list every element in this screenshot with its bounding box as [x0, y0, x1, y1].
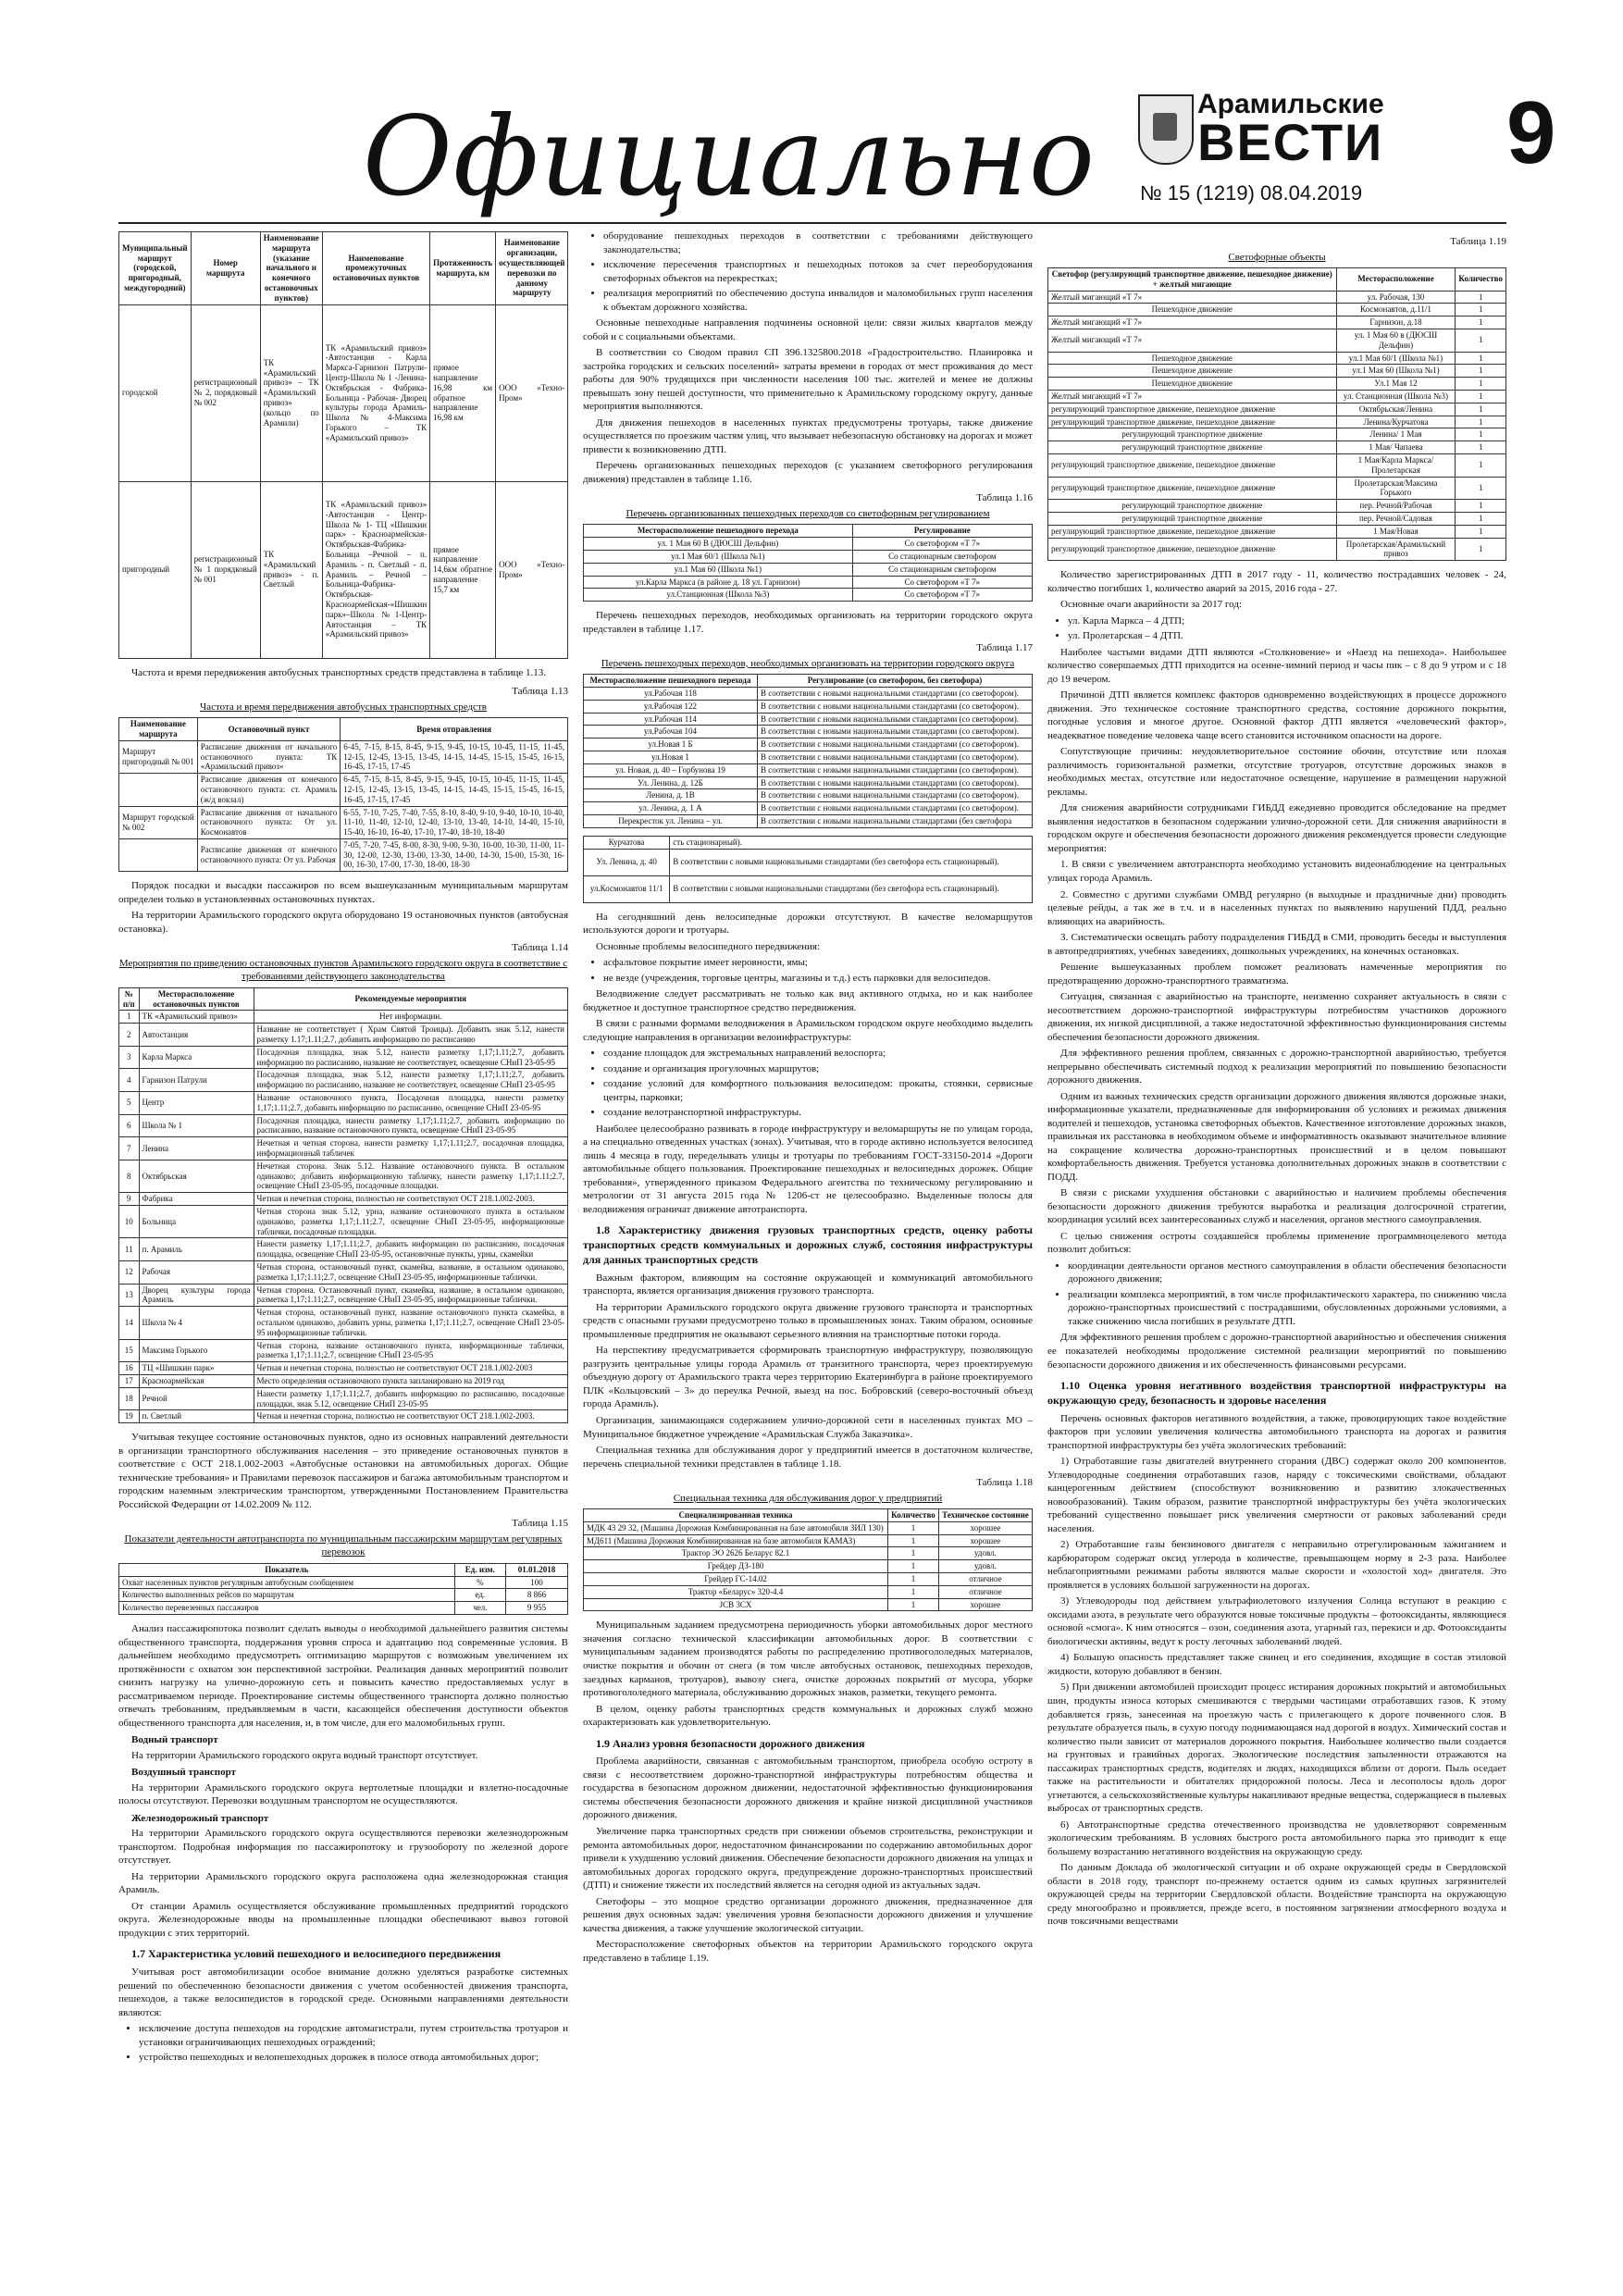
- table-row: регулирующий транспортное движение, пешеходное движение Пролетарская/Максима Горького 1: [1048, 477, 1506, 500]
- paragraph: По данным Доклада об экологической ситуации и об охране окружающей среды в Свердловской области в 2018 году, транспорт по-прежнему остается одним из самых крупных загрязнителей окружающей среды на территории Свердловской области. Воздействие транспорта на окружающую среду многообразно и проявляется, прежде всего, в постоянном загрязнении атмосферного воздуха и почв токсичными веществами: [1047, 1862, 1506, 1928]
- table-row: Ул. Ленина, д. 12Б В соответствии с новыми национальными стандартами (со светофором).: [584, 776, 1033, 789]
- table-row: ул.Рабочая 114 В соответствии с новыми национальными стандартами (со светофором).: [584, 713, 1033, 726]
- table-title: Перечень пешеходных переходов, необходимых организовать на территории городского округа: [601, 657, 1015, 669]
- table-row: Курчатова сть стационарный).: [584, 836, 1033, 849]
- list-item: • создание велотранспортной инфраструктуры.: [603, 1106, 1033, 1120]
- table-row: 7 Ленина Нечетная и четная сторона, нанести разметку 1,17;1.11;2.7, посадочная площадка, информационный табличек: [119, 1137, 568, 1160]
- paragraph: Учитывая рост автомобилизации особое внимание должно уделяться разработке системных решений по обеспеченною безопасности движения с учетом особенностей движения транспорта, пешеходов, а также велосипедистов в городской среде. Основными направлениями деятельности являются:: [118, 1967, 568, 2018]
- table-row: 5 Центр Название остановочного пункта, Посадочная площадка, нанести разметку 1,17;1.11;2.7, добавить информацию по расписанию, освещение СНиП 23-05-95: [119, 1092, 568, 1115]
- paragraph: Одним из важных технических средств организации дорожного движения являются дорожные знаки, информационные указатели, предназначенные для информирования об условиях и режимах движения водителей и пешеходов, установка светофорных объектов. Качественное изготовление дорожных знаков, правильная их расстановка в необходимом объеме и информативность оказывают значительное влияние на сокращение количества дорожно-транспортных происшествий и в целом повышают комфортабельность движения. Требуется установка дополнительных дорожных знаков в соответствии с ПОДД.: [1047, 1090, 1506, 1183]
- table-row: Перекресток ул. Ленина – ул. В соответствии с новыми национальными стандартами (без светофора: [584, 814, 1033, 827]
- list-item: • ул. Карла Маркса – 4 ДТП;: [1068, 614, 1506, 628]
- table-header: Светофор (регулирующий транспортное движение, пешеходное движение) + желтый мигающие Месторасположение Количество: [1048, 268, 1506, 292]
- section-heading: 1.10 Оценка уровня негативного воздействия транспортной инфраструктуры на окружающую среду, безопасность и здоровье населения: [1047, 1379, 1506, 1407]
- paragraph: Увеличение парка транспортных средств при снижении объемов строительства, реконструкции и ремонта автомобильных дорог, недостаточном финансировании по содержанию автомобильных дорог привели к ухудшению условий движения. Обеспечение безопасности дорожного движения на улицах и автомобильных дорогах городского округа, предупреждение дорожно-транспортных происшествий (ДТП) и снижение тяжести их последствий является на сегодня одной из актуальных задач.: [583, 1825, 1033, 1892]
- planned-crossings-table: [583, 674, 1033, 828]
- paragraph: В связи с разными формами велодвижения в Арамильском городском округе необходимо выделить следующие направления в организации велоинфраструктуры:: [583, 1018, 1033, 1043]
- table-title: Частота и время передвижения автобусных транспортных средств: [200, 701, 487, 713]
- paragraph: 1) Отработавшие газы двигателей внутреннего сгорания (ДВС) содержат около 200 компонентов. Углеводородные соединения отработавших газов, наряду с токсическими свойствами, обладают канцерогенным действием (способствуют возникновению и развитию злокачественных новообразований). Таким образом, развитие транспортной инфраструктуры без учёта экологических требований существенно повышает риск увеличения смертности от раковых заболеваний среди населения.: [1047, 1456, 1506, 1534]
- bullet-list: [1047, 1260, 1506, 1329]
- table-row: ул.Рабочая 118 В соответствии с новыми национальными стандартами (со светофором).: [584, 687, 1033, 700]
- paragraph: Основные пешеходные направления подчинены основной цели: связи жилых кварталов между собой и с социальными объектами.: [583, 317, 1033, 342]
- list-item: • координации деятельности органов местного самоуправления в области обеспечения безопасности дорожного движения;: [1068, 1260, 1506, 1286]
- planned-crossings-table-continued: [583, 836, 1033, 903]
- table-caption: Таблица 1.16: [976, 492, 1033, 504]
- section-heading: 1.8 Характеристику движения грузовых транспортных средств, оценку работы транспортных средств коммунальных и дорожных служб, состояния инфраструктуры для данных транспортных средств: [583, 1223, 1033, 1266]
- performance-table: [118, 1563, 568, 1615]
- paragraph: На территории Арамильского городского округа водный транспорт отсутствует.: [131, 1749, 478, 1761]
- table-row: регулирующий транспортное движение пер. Речной/Рабочая 1: [1048, 500, 1506, 513]
- paragraph: На территории Арамильского городского округа вертолетные площадки и взлетно-посадочные полосы отсутствуют. Перевозки воздушным транспортом не осуществляются.: [118, 1781, 568, 1807]
- table-row: ул.1 Мая 60/1 (Школа №1) Со стационарным светофором: [584, 550, 1033, 563]
- table-row: регулирующий транспортное движение 1 Мая/ Чапаева 1: [1048, 441, 1506, 454]
- table-row: 14 Школа № 4 Четная сторона, остановочный пункт, название остановочного пункта скамейка, в остальном одинаково, добавить урны, разметка 1,17;1.11;2.7, освещение СНиП 23-05-95 информационные таблички.: [119, 1307, 568, 1339]
- table-row: Пешеходное движение Ул.1 Мая 12 1: [1048, 378, 1506, 391]
- paragraph: Велодвижение следует рассматривать не только как вид активного отдыха, но и как наиболее бюджетное и доступное транспортное средство передвижения.: [583, 988, 1033, 1013]
- table-header: Муниципальный маршрут (городской, пригородный, междугородний) Номер маршрута Наименование маршрута (указание начального и конечного остановочных пунктов) Наименование промежуточных остановочных пунктов Протяженность маршрута, км Наименование организации, осуществляющей перевозки по данному маршруту: [119, 232, 569, 305]
- table-row: Охват населенных пунктов регулярным автобусным сообщением % 100: [119, 1576, 568, 1589]
- table-row: Желтый мигающий «Т 7» ул. 1 Мая 60 в (ДЮСШ Дельфин) 1: [1048, 329, 1506, 353]
- table-row: ул.1 Мая 60 (Школа №1) Со стационарным светофором: [584, 563, 1033, 576]
- paragraph: Сопутствующие причины: неудовлетворительное состояние обочин, отсутствие или плохая различимость горизонтальной разметки, отсутствие тротуаров, отсутствие дорожных знаков в необходимых местах, отсутствие или недостаточное освещение, нарушение в размещении наружной рекламы.: [1047, 746, 1506, 798]
- logo-line1: Арамильские: [1197, 89, 1384, 119]
- paragraph: Основные проблемы велосипедного передвижения:: [596, 940, 821, 952]
- list-item: • оборудование пешеходных переходов в соответствии с требованиями действующего законодательства;: [603, 230, 1033, 256]
- table-row: Пешеходное движение ул.1 Мая 60/1 (Школа №1) 1: [1048, 352, 1506, 365]
- page-number: 9: [1506, 83, 1556, 182]
- table-row: МДК 43 29 32, (Машина Дорожная Комбинированная на базе автомобиля ЗИЛ 130) 1 хорошее: [584, 1521, 1033, 1534]
- table-header: № п/п Месторасположение остановочных пунктов Рекомендуемые мероприятия: [119, 987, 568, 1011]
- paragraph: Светофоры – это мощное средство организации дорожного движения, предназначенное для решения двух основных задач: увеличения уровня безопасности дорожного движения и улучшение качества движения, а также улучшение экологической ситуации.: [583, 1895, 1033, 1934]
- table-row: ул.Рабочая 122 В соответствии с новыми национальными стандартами (со светофором).: [584, 700, 1033, 713]
- list-item: • создание условий для комфортного пользования велосипедом: прокаты, стоянки, сервисные центры, парковки;: [603, 1077, 1033, 1104]
- table-row: 12 Рабочая Четная сторона, остановочный пункт, скамейка, название, в остальном одинаково, разметка 1,17;1.11;2.7, освещение СНиП 23-05-95, информационные таблички.: [119, 1261, 568, 1285]
- bullet-list: [583, 230, 1033, 314]
- paragraph: Перечень организованных пешеходных переходов (с указанием светофорного регулирования движения) представлен в таблице 1.16.: [583, 460, 1033, 485]
- list-item: • создание площадок для экстремальных направлений велоспорта;: [603, 1047, 1033, 1061]
- table-row: ул. Новая, д. 40 – Горбунова 19 В соответствии с новыми национальными стандартами (со светофором).: [584, 763, 1033, 776]
- paragraph: Ситуация, связанная с аварийностью на транспорте, неизменно сохраняет актуальность в связи с несоответствием дорожно-транспортной инфраструктуры потребностям участников дорожного движения, их низкой дисциплиной, а также недостаточной эффективностью функционирования системы обеспечения безопасности дорожного движения.: [1047, 991, 1506, 1043]
- list-item: • создание и организация прогулочных маршрутов;: [603, 1062, 1033, 1076]
- paragraph: 2. Совместно с другими службами ОМВД регулярно (в выходные и праздничные дни) проводить целевые рейды, а так же в т.ч. и в населенных пунктах по выявлению нарушений ПДД, реально влияющих на аварийность.: [1047, 888, 1506, 927]
- paragraph: 3) Углеводороды под действием ультрафиолетового излучения Солнца вступают в реакцию с оксидами азота, в результате чего образуются новые токсичные продукты – фотооксиданты, являющиеся основой «смога». К ним относятся – озон, соединения азота, угарный газ, перекиси и др. Фотооксиданты биологически активны, ведут к росту легочных заболеваний людей.: [1047, 1595, 1506, 1647]
- paragraph: В связи с рисками ухудшения обстановки с аварийностью и наличием проблемы обеспечения безопасности дорожного движения требуются выработка и реализация долгосрочной стратегии, координация усилий всех заинтересованных служб и населения, органов местного самоуправления.: [1047, 1187, 1506, 1226]
- bullet-list: [118, 2022, 568, 2065]
- paragraph: Частота и время передвижения автобусных транспортных средств представлена в таблице 1.13.: [131, 666, 547, 678]
- issue-info: № 15 (1219) 08.04.2019: [1140, 181, 1363, 205]
- table-row: Ленина, д. 1В В соответствии с новыми национальными стандартами (со светофором).: [584, 789, 1033, 802]
- paragraph: Для движения пешеходов в населенных пунктах предусмотрены тротуары, также движение осуществляется по проезжим частям улиц, что вызывает небезопасную обстановку на дорогах и может привести к возникновению ДТП.: [583, 416, 1033, 455]
- paragraph: Перечень основных факторов негативного воздействия, а также, провоцирующих такое воздействие факторов при условии увеличения количества автомобильного транспорта на дорогах и развития транспортной инфраструктуры без учёта экологических требований:: [1047, 1412, 1506, 1451]
- paragraph: Для эффективного решения проблем с дорожно-транспортной аварийностью и обеспечения снижения ее показателей необходимы продолжение системной реализации мероприятий по повышению безопасности дорожного движения и их обеспеченность финансовыми ресурсами.: [1047, 1332, 1506, 1371]
- table-row: 1 ТК «Арамильский привоз» Нет информации.: [119, 1011, 568, 1024]
- list-item: • устройство пешеходных и велопешеходных дорожек в полосе отвода автомобильных дорог;: [139, 2051, 568, 2065]
- table-title: Показатели деятельности автотранспорта по муниципальным пассажирским маршрутам регулярных перевозок: [124, 1533, 563, 1558]
- table-row: 13 Дворец культуры города Арамиль Четная сторона. Остановочный пункт, скамейка, название, в остальном одинаково, разметка 1,17;1.11;2.7, освещение СНиП 23-05-95, информационные таблички.: [119, 1284, 568, 1307]
- list-item: • ул. Пролетарская – 4 ДТП.: [1068, 629, 1506, 643]
- table-caption: Таблица 1.14: [512, 942, 568, 954]
- paragraph: От станции Арамиль осуществляется обслуживание промышленных предприятий городского округа. Железнодорожные вводы на промышленные площадки обеспечивают вывоз готовой продукции с этих территорий.: [118, 1900, 568, 1939]
- table-row: Пешеходное движение ул.1 Мая 60 (Школа №1) 1: [1048, 365, 1506, 378]
- table-row: ул.Рабочая 104 В соответствии с новыми национальными стандартами (со светофором).: [584, 726, 1033, 738]
- paragraph: 2) Отработавшие газы бензинового двигателя с неправильно отрегулированным зажиганием и карбюратором содержат оксид углерода в количестве, превышающем норму в 2-3 раза. Наиболее неблагоприятными режимами работы являются малые скорости и «холостой ход» двигателя. Это проявляется в условиях большой загруженности на дорогах.: [1047, 1539, 1506, 1591]
- table-header: Наименование маршрута Остановочный пункт Время отправления: [119, 718, 568, 741]
- table-row: Количество выполненных рейсов по маршрутам ед. 8 866: [119, 1589, 568, 1602]
- table-row: 4 Гарнизон Патрули Посадочная площадка, знак 5.12, нанести разметку 1,17;1.11;2.7, добавить информацию по расписанию, название не соответствует, освещение СНиП 23-05-95: [119, 1069, 568, 1092]
- table-row: Желтый мигающий «Т 7» ул. Рабочая, 130 1: [1048, 291, 1506, 304]
- table-title: Светофорные объекты: [1228, 251, 1326, 263]
- paragraph: Порядок посадки и высадки пассажиров по всем вышеуказанным муниципальным маршрутам определен только в установленных остановочных пунктах.: [118, 880, 568, 905]
- table-row: Расписание движения от конечного остановочного пункта: ст. Арамиль (ж/д вокзал) 6-45, 7-15, 8-15, 8-45, 9-15, 9-45, 10-15, 10-45, 11-15, 11-45, 12-15, 12-45, 13-15, 13-45, 14-15, 14-45, 15-15, 15-45, 16-15, 16-45, 17-15, 17-45: [119, 774, 568, 806]
- table-row: ул. Ленина, д. 1 А В соответствии с новыми национальными стандартами (со светофором).: [584, 802, 1033, 815]
- table-row: Количество перевезенных пассажиров чел. 9 955: [119, 1602, 568, 1615]
- schedule-table: [118, 717, 568, 872]
- table-row: ул.Станционная (Школа №3) Со светофором «Т 7»: [584, 589, 1033, 602]
- table-row: 10 Больница Четная сторона знак 5.12, урна, название остановочного пункта в остальном одинаково, разметка 1,17;1.11;2.7, освещение СНиП 23-05-95, информационные таблички, посадочные площадки.: [119, 1206, 568, 1238]
- coat-of-arms-icon: [1138, 94, 1194, 165]
- table-row: 9 Фабрика Четная и нечетная сторона, полностью не соответствуют ОСТ 218.1.002-2003.: [119, 1193, 568, 1206]
- table-caption: Таблица 1.17: [976, 642, 1033, 654]
- paragraph: На территории Арамильского городского округа оборудовано 19 остановочных пунктов (автобусная остановка).: [118, 910, 568, 935]
- paragraph: Наиболее целесообразно развивать в городе инфраструктуру и веломаршруты не по улицам города, а на специально отведенных участках (зонах). Учитывая, что в городе активно используется велосипед лишь 4 месяца в году, переделывать улицы и тротуары по требованиям ГОСТ-33150-2014 «Дороги автомобильные общего пользования. Проектирование пешеходных и велосипедных дорожек. Общие требования», утвержденного приказом Федерального агентства по техническому регулированию и метрологии от 31 августа 2015 года № 1206-ст не целесообразно. Выделенные полосы для велодвижения ограничат движение автотранспорта.: [583, 1123, 1033, 1215]
- section-heading: 1.9 Анализ уровня безопасности дорожного движения: [596, 1736, 865, 1750]
- table-row: Маршрут пригородный № 001 Расписание движения от начального остановочного пункта: ТК «Арамильский привоз» 6-45, 7-15, 8-15, 8-45, 9-15, 9-45, 10-15, 10-45, 11-15, 11-45, 12-15, 12-45, 13-15, 13-45, 14-15, 14-45, 15-15, 15-45, 16-15, 16-45, 17-15, 17-45: [119, 740, 568, 773]
- table-row: Трактор «Беларус» 320-4.4 1 отличное: [584, 1585, 1033, 1598]
- table-row: регулирующий транспортное движение пер. Речной/Садовая 1: [1048, 512, 1506, 525]
- paragraph: 6) Автотранспортные средства отечественного производства не удовлетворяют современным экологическим требованиям. В условиях быстрого роста автомобильного парка это приводит к еще большему возрастанию негативного воздействия на окружающую среду.: [1047, 1818, 1506, 1857]
- table-caption: Таблица 1.19: [1450, 236, 1506, 247]
- paragraph: В соответствии со Сводом правил СП 396.1325800.2018 «Градостроительство. Планировка и застройка городских и сельских поселений» затраты времени в городах от мест проживания до мест работы для 90% трудящихся при численности населения 100 тыс. жителей и менее не должны превышать зону пешей доступности, что применительно к Арамильскому городскому округу, данные мероприятия выполняются.: [583, 347, 1033, 413]
- paragraph: На территории Арамильского городского округа движение грузового транспорта и транспортных средств с опасными грузами предусмотрено только в промышленных зонах. Таким образом, основные промышленные предприятия не оказывают серьезного влияния на транспортные потоки города.: [583, 1301, 1033, 1340]
- paragraph: С целью снижения остроты создавшейся проблемы применение программноцелевого метода позволит добиться:: [1047, 1230, 1506, 1256]
- table-row: ул.Космонавтов 11/1 В соответствии с новыми национальными стандартами (без светофора есть стационарный).: [584, 875, 1033, 902]
- table-row: регулирующий транспортное движение Ленина/ 1 Мая 1: [1048, 428, 1506, 441]
- equipment-table: [583, 1508, 1033, 1611]
- header-rule: [118, 222, 1506, 224]
- paragraph: Муниципальным заданием предусмотрена периодичность уборки автомобильных дорог местного значения согласно технической классификации автомобильных дорог. В соответствии с муниципальным заданием производятся работы по распределению противогололедных материалов, очистке покрытия и обочин от снега (в том числе автобусных остановок, пешеходных переходов, заездных карманов, тротуаров), вывозу снега, очистке дорожных покрытий от мусора, уборке противогололедного материала, обслуживанию дорожных знаков, разметки, текущего ремонта.: [583, 1620, 1033, 1699]
- table-row: 3 Карла Маркса Посадочная площадка, знак 5.12, нанести разметку 1,17;1.11;2.7, добавить информацию по расписанию, название не соответствует, освещение СНиП 23-05-95: [119, 1046, 568, 1069]
- paragraph: Основные очаги аварийности за 2017 год:: [1060, 599, 1242, 611]
- list-item: • реализации комплекса мероприятий, в том числе профилактического характера, по снижению числа дорожно-транспортных происшествий с пострадавшими, обусловленных дорожными условиями, а также снижению числа погибших в результате ДТП.: [1068, 1288, 1506, 1329]
- table-row: Пешеходное движение Космонавтов, д.11/1 1: [1048, 304, 1506, 316]
- table-row: пригородный регистрационный № 1 порядковый № 001 ТК «Арамильский привоз» - п. Светлый ТК «Арамильский привоз» -Автостанция - Центр- Школа № 1- ТЦ «Шишкин парк» - Красноармейская-Октябрьская-Фабрика-Больница –Речной – п. Арамиль - п. Светлый - п. Арамиль – Речной – Больница-Фабрика-Октябрьская-Красноармейская-«Шишкин парк»–Школа №1-Центр-Автостанция – ТК «Арамильский привоз» прямое направление 14,6км обратное направление 15,7 км ООО «Техно-Пром»: [119, 481, 569, 658]
- list-item: • реализация мероприятий по обеспечению доступа инвалидов и маломобильных групп населения к объектам дорожного хозяйства.: [603, 287, 1033, 314]
- table-header: Месторасположение пешеходного перехода Регулирование (со светофором, без светофора): [584, 675, 1033, 688]
- paragraph: Перечень пешеходных переходов, необходимых организовать на территории городского округа представлен в таблице 1.17.: [583, 610, 1033, 635]
- list-item: • не везде (учреждения, торговые центры, магазины и т.д.) есть парковки для велосипедов.: [603, 972, 1033, 986]
- paragraph: Важным фактором, влияющим на состояние окружающей и коммуникаций автомобильного транспорта, является организация движения грузового транспорта.: [583, 1272, 1033, 1297]
- table-row: Желтый мигающий «Т 7» ул. Станционная (Школа №3) 1: [1048, 391, 1506, 403]
- table-title: Мероприятия по приведению остановочных пунктов Арамильского городского округа в соответствие с требованиями действующего законодательства: [118, 957, 568, 983]
- table-header: Месторасположение пешеходного перехода Регулирование: [584, 525, 1033, 538]
- crossings-table: [583, 524, 1033, 602]
- list-item: • асфальтовое покрытие имеет неровности, ямы;: [603, 956, 1033, 970]
- table-row: ул.Новая 1 Б В соответствии с новыми национальными стандартами (со светофором).: [584, 738, 1033, 751]
- table-row: Ул. Ленина, д. 40 В соответствии с новыми национальными стандартами (без светофора есть стационарный).: [584, 849, 1033, 875]
- bus-stops-table: [118, 987, 568, 1423]
- table-caption: Таблица 1.13: [512, 686, 568, 698]
- paragraph: Месторасположение светофорных объектов на территории Арамильского городского округа представлено в таблице 1.19.: [583, 1939, 1033, 1964]
- table-row: 6 Школа № 1 Посадочная площадка, нанести разметку 1,17;1.11;2.7, добавить информацию по расписанию, название остановочного пункта, освещение СНиП 23-05-95: [119, 1114, 568, 1137]
- table-row: 17 Красноармейская Место определения остановочного пункта запланировано на 2019 год: [119, 1374, 568, 1387]
- table-row: регулирующий транспортное движение, пешеходное движение Ленина/Курчатова 1: [1048, 416, 1506, 428]
- paragraph: Проблема аварийности, связанная с автомобильным транспортом, приобрела особую остроту в связи с несоответствием дорожно-транспортной инфраструктуры потребностям общества и государства в безопасном дорожном движении, недостаточной эффективностью функционирования системы обеспечения безопасности дорожного движения и крайне низкой дисциплиной участников дорожного движения.: [583, 1756, 1033, 1821]
- column-1: [118, 230, 568, 2256]
- table-row: 15 Максима Горького Четная сторона, название остановочного пункта, информационные таблички, разметка 1,17;1.11;2.7, освещение СНиП 23-05-95: [119, 1339, 568, 1362]
- table-row: МД611 (Машина Дорожная Комбинированная на базе автомобиля КАМАЗ) 1 хорошее: [584, 1534, 1033, 1547]
- section-title: Официально: [363, 93, 1096, 220]
- list-item: • исключение пересечения транспортных и пешеходных потоков за счет переоборудования светофорных объектов на перекрестках;: [603, 258, 1033, 285]
- paragraph: Специальная техника для обслуживания дорог у предприятий имеется в достаточном количестве, перечень специальной техники представлен в таблице 1.18.: [583, 1445, 1033, 1470]
- table-row: 8 Октябрьская Нечетная сторона. Знак 5.12. Название остановочного пункта. В остальном одинаково; добавить информационную табличку, нанести разметку 1,17;1.11;2.7, освещение СНиП 23-05-95, посадочные площадки.: [119, 1160, 568, 1192]
- table-row: Грейдер ДЗ-180 1 удовл.: [584, 1560, 1033, 1573]
- paragraph: Для снижения аварийности сотрудниками ГИБДД ежедневно проводится обследование на предмет выявления недостатков в безопасном содержании улично-дорожной сети. Для снижения аварийности в городском округе и обеспечения безопасности дорожного движения рекомендуется провести следующие мероприятия:: [1047, 802, 1506, 854]
- paragraph: Организация, занимающаяся содержанием улично-дорожной сети в населенных пунктах МО – Муниципальное бюджетное учреждение «Арамильская Служба Заказчика».: [583, 1414, 1033, 1440]
- table-row: регулирующий транспортное движение, пешеходное движение Октябрьская/Ленина 1: [1048, 403, 1506, 416]
- paragraph: На территории Арамильского городского округа расположена одна железнодорожная станция Арамиль.: [118, 1870, 568, 1896]
- paragraph: Анализ пассажиропотока позволит сделать выводы о необходимой дальнейшего развития системы общественного транспорта, поддержания уровня спроса и адаптацию под современные условия. В дальнейшем необходимо предусмотреть оптимизацию маршрутов с возможным увеличением их протяжённости с охватом зон перспективной застройки. Реализация данных мероприятий позволит снизить нагрузку на улично-дорожную сеть и повысить качество предоставляемых услуг в рассматриваемом периоде. Проектирование системы общественного транспорта должно полностью отвечать требованиям, предъявляемым в части, касающейся обеспечения доступности объектов общественного транспорта для населения, и, в том числе, для его маломобильных групп.: [118, 1623, 568, 1729]
- table-title: Перечень организованных пешеходных переходов со светофорным регулированием: [626, 507, 990, 519]
- subheading: Водный транспорт: [131, 1734, 218, 1746]
- paragraph: На сегодняшний день велосипедные дорожки отсутствуют. В качестве веломаршрутов используются дороги и тротуары.: [583, 911, 1033, 937]
- section-heading: 1.7 Характеристика условий пешеходного и велосипедного передвижения: [131, 1947, 502, 1961]
- table-header: Специализированная техника Количество Техническое состояние: [584, 1509, 1033, 1522]
- column-3: [1047, 230, 1506, 2256]
- table-row: 18 Речной Нанести разметку 1,17;1.11;2.7, добавить информацию по расписанию, посадочные площадки, знак 5.12, освещение СНиП 23-05-95: [119, 1387, 568, 1410]
- paragraph: Причиной ДТП является комплекс факторов одновременно воздействующих в процессе дорожного движения. Это техническое состояние транспортного средства, состояние дорожного покрытия, погодные условия и многое другое. Основной фактор ДТП является «человеческий фактор», неадекватное поведение человека чаще всего становится источником опасности на дороге.: [1047, 689, 1506, 741]
- bullet-list: [583, 956, 1033, 985]
- page-header: [0, 0, 1623, 231]
- traffic-lights-table: [1047, 267, 1506, 561]
- table-title: Специальная техника для обслуживания дорог у предприятий: [673, 1492, 943, 1504]
- table-row: регулирующий транспортное движение, пешеходное движение Пролетарская/Арамильский привоз 1: [1048, 538, 1506, 561]
- table-row: Маршрут городской № 002 Расписание движения от начального остановочного пункта: От ул. Космонавтов 6-55, 7-10, 7-25, 7-40, 7-55, 8-10, 8-40, 9-10, 9-40, 10-10, 10-40, 11-10, 11-40, 12-10, 12-40, 13-10, 13-40, 14-10, 14-40, 15-10, 15-40, 16-10, 16-40, 17-10, 17-40, 18-10, 18-40: [119, 806, 568, 838]
- table-row: Трактор ЭО 2626 Беларус 82.1 1 удовл.: [584, 1547, 1033, 1560]
- paragraph: На территории Арамильского городского округа осуществляются перевозки железнодорожным транспортом. Подробная информация по пассажиропотоку и грузообороту по железной дороге отсутствует.: [118, 1828, 568, 1867]
- paragraph: 4) Большую опасность представляет также свинец и его соединения, входящие в состав этиловой жидкости, которую добавляют в бензин.: [1047, 1652, 1506, 1677]
- paragraph: 1. В связи с увеличением автотранспорта необходимо установить видеонаблюдение на центральных улицах города Арамиль.: [1047, 859, 1506, 884]
- table-row: Грейдер ГС-14.02 1 отличное: [584, 1573, 1033, 1586]
- logo-line2: ВЕСТИ: [1197, 113, 1384, 171]
- paragraph: Количество зарегистрированных ДТП в 2017 году - 11, количество пострадавших человек - 24, количество погибших 1, количество аварий за 2015, 2016 года - 27.: [1047, 569, 1506, 594]
- subheading: Воздушный транспорт: [131, 1767, 237, 1779]
- paragraph: Решение вышеуказанных проблем поможет реализовать намеченные мероприятия по предотвращению дорожно-транспортного травматизма.: [1047, 962, 1506, 987]
- table-row: 11 п. Арамиль Нанести разметку 1,17;1.11;2.7, добавить информацию по расписанию, посадочная площадка, освещение СНиП 23-05-95, остановочные пункты, урны, скамейки: [119, 1238, 568, 1261]
- routes-table: [118, 231, 568, 659]
- paragraph: Наиболее частыми видами ДТП являются «Столкновение» и «Наезд на пешехода». Наибольшее количество совершаемых ДТП приходится на осенне-зимний период и часы пик – с 8 до 9 утром и с 18 до 19 вечером.: [1047, 646, 1506, 685]
- table-caption: Таблица 1.18: [976, 1477, 1033, 1489]
- table-row: регулирующий транспортное движение, пешеходное движение 1 Мая/Новая 1: [1048, 525, 1506, 538]
- paragraph: 3. Систематически освещать работу подразделения ГИБДД в СМИ, проводить беседы и выступления в автопредприятиях, учебных заведениях, дошкольных учреждениях, на конечных остановках.: [1047, 932, 1506, 957]
- paragraph: 5) При движении автомобилей происходит процесс истирания дорожных покрытий и автомобильных шин, продукты износа которых смешиваются с твердыми частицами отработавших газов. К этому добавляется грязь, занесенная на проезжую часть с прилегающего к дороге почвенного слоя. В результате образуется пыль, в сухую погоду поднимающаяся над дорогой в воздух. Химический состав и количество пыли зависит от материалов дорожного покрытия. Наибольшее количество пыли создается на грунтовых и гравийных дорогах. Экологические последствия запыленности отражаются на пассажирах транспортных средств, водителях и людях, находящихся вблизи от дороги. Пыль оседает также на растительности и обитателях придорожной полосы. Леса и лесополосы вдоль дорог угнетаются, а сельскохозяйственные культуры накапливают вредные вещества, содержащиеся в пылевых выбросах от транспортных средств.: [1047, 1682, 1506, 1815]
- table-row: ул. 1 Мая 60 В (ДЮСШ Дельфин) Со светофором «Т 7»: [584, 538, 1033, 551]
- paragraph: Для эффективного решения проблем, связанных с дорожно-транспортной аварийностью, требуется непрерывно обеспечивать системный подход к реализации мероприятий по повышению безопасности дорожного движения.: [1047, 1048, 1506, 1086]
- table-row: JCB 3CX 1 хорошее: [584, 1598, 1033, 1611]
- table-row: регулирующий транспортное движение, пешеходное движение 1 Мая/Карла Маркса/Пролетарская 1: [1048, 453, 1506, 477]
- bullet-list: [583, 1047, 1033, 1120]
- paragraph: Учитывая текущее состояние остановочных пунктов, одно из основных направлений деятельности в организации транспортного обслуживания населения – это приведение остановочных пунктов в соответствие с ОСТ 218.1.002-2003 «Автобусные остановки на автомобильных дорогах. Общие технические требования» и Правилами перевозок пассажиров и багажа автомобильным транспортом и городским наземным электрическим транспортом, утвержденными Постановлением Правительства Российской Федерации от 14.02.2009 № 112.: [118, 1432, 568, 1510]
- bullet-list: [1047, 614, 1506, 643]
- list-item: • исключение доступа пешеходов на городские автомагистрали, путем строительства тротуаров и установки ограничивающих пешеходных ограждений;: [139, 2022, 568, 2049]
- table-row: Желтый мигающий «Т 7» Гарнизон, д.18 1: [1048, 316, 1506, 329]
- subheading: Железнодорожный транспорт: [131, 1812, 269, 1824]
- table-row: 2 Автостанция Название не соответствует ( Храм Святой Троицы). Добавить знак 5.12, нанести разметку 1.17;1.11;2.7, добавить информацию по расписанию: [119, 1024, 568, 1047]
- paragraph: В целом, оценку работы транспортных средств коммунальных и дорожных служб можно охарактеризовать как удовлетворительную.: [583, 1703, 1033, 1729]
- table-row: 16 ТЦ «Шишкин парк» Четная и нечетная сторона, полностью не соответствуют ОСТ 218.1.002-2003: [119, 1362, 568, 1375]
- table-caption: Таблица 1.15: [512, 1518, 568, 1530]
- table-row: ул.Новая 1 В соответствии с новыми национальными стандартами (со светофором).: [584, 751, 1033, 763]
- table-row: 19 п. Светлый Четная и нечетная сторона, полностью не соответствуют ОСТ 218.1.002-2003.: [119, 1410, 568, 1423]
- table-row: ул.Карла Маркса (в районе д. 18 ул. Гарнизон) Со светофором «Т 7»: [584, 576, 1033, 589]
- table-row: городской регистрационный № 2, порядковый № 002 ТК «Арамильский привоз» – ТК «Арамильский привоз» (кольцо по Арамили) ТК «Арамильский привоз» -Автостанция - Карла Маркса-Гарнизон Патрули-Центр-Школа № 1 -Ленина-Октябрьская - Фабрика- Больница - Рабочая- Дворец культуры города Арамиль-Школа № 4-Максима Горького – ТК «Арамильский привоз» прямое направление 16,98 км обратное направление 16,98 км ООО «Техно-Пром»: [119, 304, 569, 481]
- column-2: [583, 230, 1033, 2256]
- table-row: Расписание движения от конечного остановочного пункта: От ул. Рабочая 7-05, 7-20, 7-45, 8-00, 8-30, 9-00, 9-30, 10-00, 10-30, 11-00, 11-30, 12-00, 12-30, 13-00, 13-30, 14-00, 14-30, 15-00, 15-30, 16-00, 16-30, 17-00, 17-30, 18-00, 18-30: [119, 838, 568, 871]
- table-header: Показатель Ед. изм. 01.01.2018: [119, 1563, 568, 1576]
- paragraph: На перспективу предусматривается сформировать транспортную инфраструктуру, позволяющую разгрузить центральные улицы города Арамиль от транзитного транспорта, через проектируемую объездную дорогу от Арамильского тракта через территорию Екатеринбурга в районе проектируемого ПЛК «Кольцовский – 3» до переулка Речной, выезд на пос. Бобровский (северо-восточный объезд города Арамиль).: [583, 1345, 1033, 1410]
